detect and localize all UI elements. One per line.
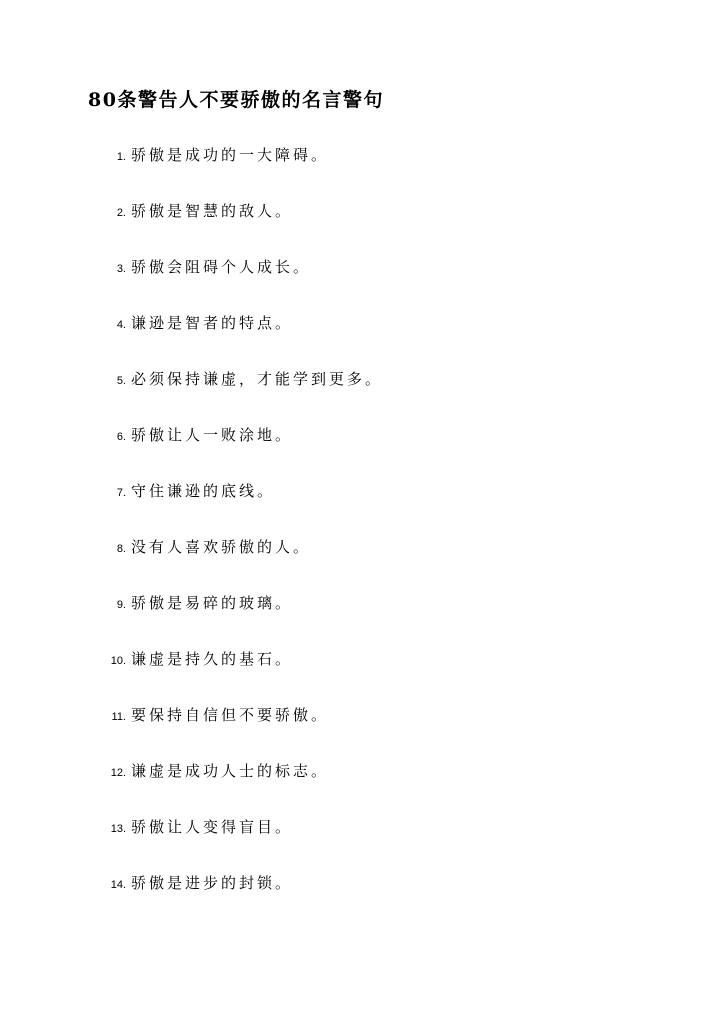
page-title: 80条警告人不要骄傲的名言警句	[88, 89, 384, 111]
list-item-text: 骄傲会阻碍个人成长。	[131, 258, 312, 276]
list-item-number: 2.	[116, 207, 126, 219]
list-item-text: 骄傲是成功的一大障碍。	[131, 146, 330, 164]
list-item-number: 4.	[116, 319, 126, 331]
list-item-text: 没有人喜欢骄傲的人。	[131, 538, 312, 556]
list-item-text: 谦虚是成功人士的标志。	[131, 762, 330, 780]
list-item-text: 守住谦逊的底线。	[131, 482, 276, 500]
quote-list	[0, 144, 720, 928]
list-item-number: 11.	[111, 711, 126, 723]
list-item-number: 6.	[116, 431, 126, 443]
list-item-number: 13.	[110, 823, 126, 835]
list-item	[0, 536, 720, 592]
list-item	[0, 256, 720, 312]
list-item	[0, 872, 720, 928]
list-item-text: 谦虚是持久的基石。	[131, 650, 294, 668]
list-item-text: 骄傲是进步的封锁。	[131, 874, 294, 892]
list-item	[0, 816, 720, 872]
list-item-number: 8.	[116, 543, 126, 555]
list-item	[0, 760, 720, 816]
list-item-number: 5.	[116, 375, 126, 387]
list-item-text: 骄傲是易碎的玻璃。	[131, 594, 294, 612]
list-item-number: 10.	[110, 655, 126, 667]
list-item-text: 必须保持谦虚，才能学到更多。	[131, 370, 384, 388]
list-item-text: 骄傲让人变得盲目。	[131, 818, 294, 836]
list-item	[0, 200, 720, 256]
list-item-text: 谦逊是智者的特点。	[131, 314, 294, 332]
list-item-text: 骄傲让人一败涂地。	[131, 426, 294, 444]
list-item-number: 7.	[116, 487, 126, 499]
list-item	[0, 704, 720, 760]
list-item	[0, 648, 720, 704]
list-item	[0, 312, 720, 368]
list-item-number: 12.	[110, 767, 126, 779]
list-item	[0, 480, 720, 536]
list-item-text: 要保持自信但不要骄傲。	[131, 706, 330, 724]
list-item	[0, 144, 720, 200]
list-item-number: 1.	[116, 151, 126, 163]
list-item-text: 骄傲是智慧的敌人。	[131, 202, 294, 220]
list-item-number: 3.	[116, 263, 126, 275]
list-item	[0, 368, 720, 424]
list-item	[0, 424, 720, 480]
list-item-number: 14.	[110, 879, 126, 891]
list-item-number: 9.	[116, 599, 126, 611]
list-item	[0, 592, 720, 648]
